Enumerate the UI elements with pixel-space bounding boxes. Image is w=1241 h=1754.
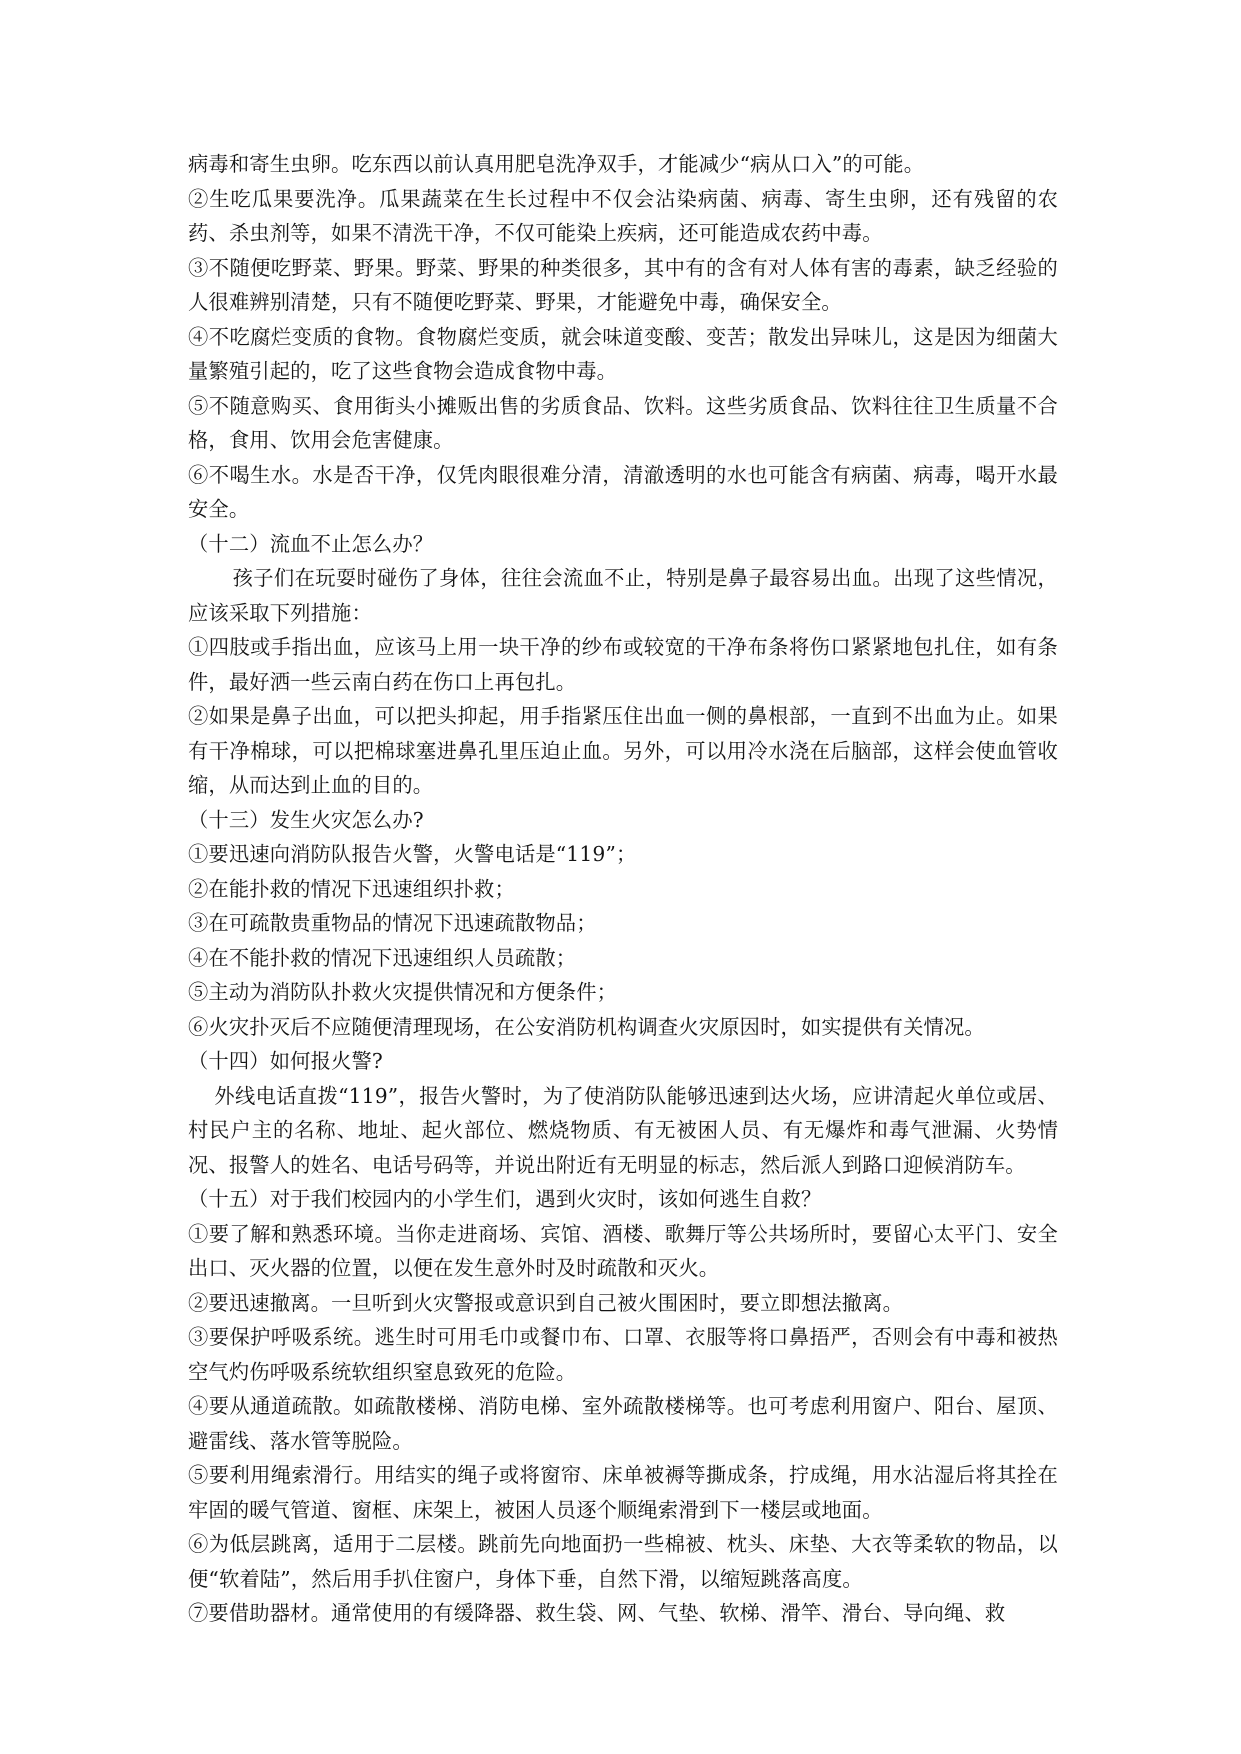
list-item: ①四肢或手指出血，应该马上用一块干净的纱布或较宽的干净布条将伤口紧紧地包扎住，如有条件，最好洒一些云南白药在伤口上再包扎。 [188, 635, 1058, 694]
list-item: ⑤要利用绳索滑行。用结实的绳子或将窗帘、床单被褥等撕成条，拧成绳，用水沾湿后将其拴在牢固的暖气管道、窗框、床架上，被困人员逐个顺绳索滑到下一楼层或地面。 [188, 1463, 1058, 1522]
list-item: ③要保护呼吸系统。逃生时可用毛巾或餐巾布、口罩、衣服等将口鼻捂严，否则会有中毒和被热空气灼伤呼吸系统软组织窒息致死的危险。 [188, 1325, 1058, 1384]
list-item: ⑥火灾扑灭后不应随便清理现场，在公安消防机构调查火灾原因时，如实提供有关情况。 [188, 1014, 985, 1039]
list-item: ②如果是鼻子出血，可以把头抑起，用手指紧压住出血一侧的鼻根部，一直到不出血为止。如果有干净棉球，可以把棉球塞进鼻孔里压迫止血。另外，可以用冷水浇在后脑部，这样会使血管收缩，从而达到止血的目的。 [188, 704, 1058, 797]
list-item: ⑥为低层跳离，适用于二层楼。跳前先向地面扔一些棉被、枕头、床垫、大衣等柔软的物品，以便“软着陆”，然后用手扒住窗户，身体下垂，自然下滑，以缩短跳落高度。 [188, 1532, 1058, 1591]
list-item: ④要从通道疏散。如疏散楼梯、消防电梯、室外疏散楼梯等。也可考虑利用窗户、阳台、屋顶、避雷线、落水管等脱险。 [188, 1394, 1058, 1453]
list-item: ②在能扑救的情况下迅速组织扑救； [188, 876, 515, 901]
list-item: ⑦要借助器材。通常使用的有缓降器、救生袋、网、气垫、软梯、滑竿、滑台、导向绳、救 [188, 1601, 1006, 1625]
list-item: ⑤主动为消防队扑救火灾提供情况和方便条件； [188, 980, 618, 1004]
list-item: ⑤不随意购买、食用街头小摊贩出售的劣质食品、饮料。这些劣质食品、饮料往往卫生质量不合格，食用、饮用会危害健康。 [188, 393, 1058, 452]
paragraph: 外线电话直拨“119”，报告火警时，为了使消防队能够迅速到达火场，应讲清起火单位或居、村民户主的名称、地址、起火部位、燃烧物质、有无被困人员、有无爆炸和毒气泄漏、火势情况、报警人的姓名、电话号码等，并说出附近有无明显的标志，然后派人到路口迎候消防车。 [188, 1083, 1058, 1177]
section-heading: （十二）流血不止怎么办？ [188, 531, 434, 556]
list-item: ⑥不喝生水。水是否干净，仅凭肉眼很难分清，清澈透明的水也可能含有病菌、病毒，喝开水最安全。 [188, 462, 1058, 521]
list-item: ③不随便吃野菜、野果。野菜、野果的种类很多，其中有的含有对人体有害的毒素，缺乏经验的人很难辨别清楚，只有不随便吃野菜、野果，才能避免中毒，确保安全。 [188, 255, 1058, 314]
list-item: ③在可疏散贵重物品的情况下迅速疏散物品； [188, 911, 597, 935]
list-item: ④不吃腐烂变质的食物。食物腐烂变质，就会味道变酸、变苦；散发出异味儿，这是因为细菌大量繁殖引起的，吃了这些食物会造成食物中毒。 [188, 324, 1058, 383]
section-heading: （十五）对于我们校园内的小学生们，遇到火灾时，该如何逃生自救？ [188, 1187, 822, 1211]
document-page [188, 147, 1058, 1631]
list-item: ②生吃瓜果要洗净。瓜果蔬菜在生长过程中不仅会沾染病菌、病毒、寄生虫卵，还有残留的农药、杀虫剂等，如果不清洗干净，不仅可能染上疾病，还可能造成农药中毒。 [188, 186, 1058, 245]
section-heading: （十三）发生火灾怎么办? [188, 807, 424, 832]
list-item: ①要迅速向消防队报告火警，火警电话是“119”； [188, 842, 637, 866]
paragraph: 孩子们在玩耍时碰伤了身体，往往会流血不止，特别是鼻子最容易出血。出现了这些情况，应该采取下列措施： [188, 566, 1058, 625]
list-item: ④在不能扑救的情况下迅速组织人员疏散； [188, 945, 577, 970]
paragraph: 病毒和寄生虫卵。吃东西以前认真用肥皂洗净双手，才能减少“病从口入”的可能。 [188, 152, 925, 176]
section-heading: （十四）如何报火警? [188, 1049, 383, 1073]
list-item: ②要迅速撤离。一旦听到火灾警报或意识到自己被火围困时，要立即想法撤离。 [188, 1290, 904, 1315]
list-item: ①要了解和熟悉环境。当你走进商场、宾馆、酒楼、歌舞厅等公共场所时，要留心太平门、安全出口、灭火器的位置，以便在发生意外时及时疏散和灭火。 [188, 1221, 1058, 1280]
